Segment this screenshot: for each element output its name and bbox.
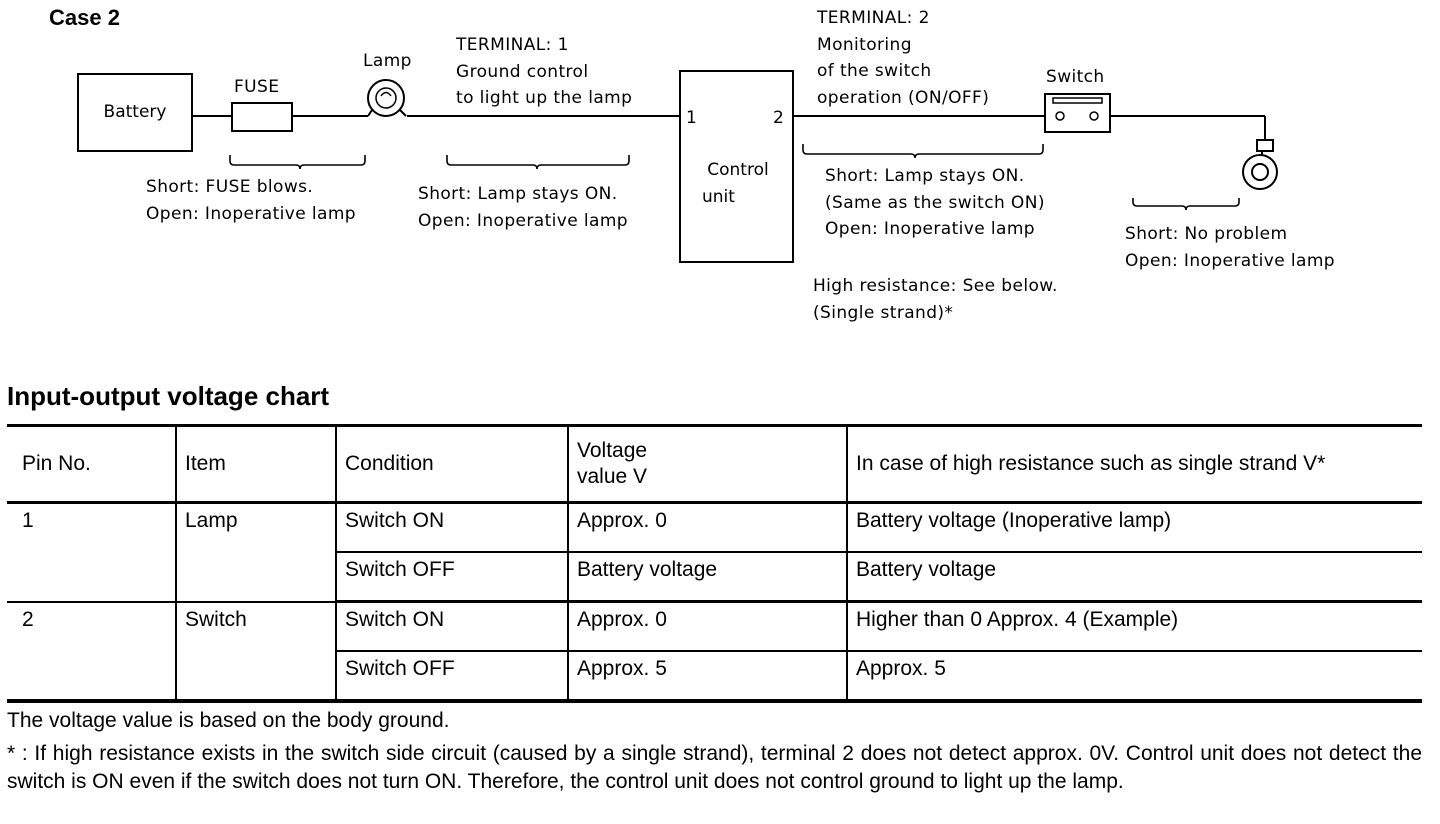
header-condition: Condition: [336, 426, 568, 503]
terminal2-line: TERMINAL: 2: [817, 8, 930, 28]
pin1-label: 1: [686, 108, 698, 128]
control-unit-line: unit: [702, 187, 735, 207]
cell-item: Switch: [176, 602, 336, 702]
cell-pin: 2: [7, 602, 176, 702]
cell-high-resistance: Approx. 5: [847, 651, 1422, 701]
table-header-row: [7, 426, 1422, 503]
terminal1-text: [456, 32, 632, 112]
fuse-note-line: Short: FUSE blows.: [146, 177, 314, 197]
brace-fuse-segment: [230, 155, 365, 169]
table-row: [7, 503, 1422, 553]
cell-condition: Switch ON: [336, 503, 568, 553]
cell-high-resistance: Battery voltage (Inoperative lamp): [847, 503, 1422, 553]
brace-switch-segment: [803, 144, 1043, 158]
cell-item: Lamp: [176, 503, 336, 602]
header-pin: Pin No.: [7, 426, 176, 503]
cell-condition: Switch OFF: [336, 552, 568, 602]
switch-icon: [1045, 94, 1110, 132]
header-voltage: [568, 426, 847, 503]
cell-condition: Switch ON: [336, 602, 568, 652]
battery-label: Battery: [103, 102, 167, 122]
brace-ground-segment: [1133, 198, 1239, 210]
terminal2-text: [817, 5, 989, 111]
terminal2-line: of the switch: [817, 61, 932, 81]
pin2-label: 2: [773, 108, 785, 128]
high-resistance-notes: [813, 273, 1058, 326]
ground-note: The voltage value is based on the body ground.: [7, 709, 450, 732]
cell-voltage: Approx. 0: [568, 503, 847, 553]
cell-high-resistance: Higher than 0 Approx. 4 (Example): [847, 602, 1422, 652]
case-title: Case 2: [49, 5, 120, 30]
brace-lamp-segment: [447, 155, 629, 169]
ground-note-line: Short: No problem: [1125, 224, 1288, 244]
cell-voltage: Approx. 0: [568, 602, 847, 652]
fuse-segment-notes: [146, 174, 356, 227]
lamp-label: Lamp: [363, 51, 412, 71]
switch-segment-notes: [825, 163, 1045, 243]
table-row: [7, 602, 1422, 652]
high-resistance-line: (Single strand)*: [813, 302, 954, 323]
header-voltage-line: value V: [577, 465, 648, 488]
cell-voltage: Approx. 5: [568, 651, 847, 701]
ground-segment-notes: [1125, 221, 1335, 274]
terminal2-line: operation (ON/OFF): [817, 87, 990, 108]
cell-pin: 1: [7, 503, 176, 602]
cell-voltage: Battery voltage: [568, 552, 847, 602]
lamp-note-line: Short: Lamp stays ON.: [418, 184, 618, 204]
terminal1-line: to light up the lamp: [456, 88, 633, 108]
fuse-symbol: [232, 103, 292, 131]
asterisk-note: * : If high resistance exists in the switch side circuit (caused by a single strand), terminal 2 does not detect approx. 0V. Control unit does not detect the switch is ON even if the switch does not turn ON. Therefore, the control unit does not control ground to light up the lamp.: [7, 742, 1422, 793]
cell-condition: Switch OFF: [336, 651, 568, 701]
terminal1-line: TERMINAL: 1: [456, 35, 569, 55]
header-item: Item: [176, 426, 336, 503]
lamp-note-line: Open: Inoperative lamp: [418, 210, 628, 231]
switch-label: Switch: [1046, 67, 1105, 87]
switch-note-line: (Same as the switch ON): [825, 192, 1045, 213]
chart-title: Input-output voltage chart: [7, 381, 330, 411]
fuse-note-line: Open: Inoperative lamp: [146, 203, 356, 224]
lamp-segment-notes: [418, 181, 628, 234]
switch-note-line: Open: Inoperative lamp: [825, 219, 1035, 239]
terminal1-line: Ground control: [456, 61, 589, 82]
ground-note-line: Open: Inoperative lamp: [1125, 250, 1335, 271]
cell-high-resistance: Battery voltage: [847, 552, 1422, 602]
header-voltage-line: Voltage: [577, 439, 648, 462]
switch-note-line: Short: Lamp stays ON.: [825, 166, 1025, 186]
lamp-icon: [368, 80, 406, 116]
high-resistance-line: High resistance: See below.: [813, 276, 1058, 296]
terminal2-line: Monitoring: [817, 34, 912, 55]
header-high-resistance: In case of high resistance such as single strand V*: [847, 426, 1422, 503]
ground-terminal-icon: [1243, 140, 1277, 189]
voltage-table: [7, 424, 1422, 703]
control-unit-label: [680, 157, 796, 211]
fuse-label: FUSE: [234, 77, 280, 97]
control-unit-line: Control: [707, 160, 769, 180]
